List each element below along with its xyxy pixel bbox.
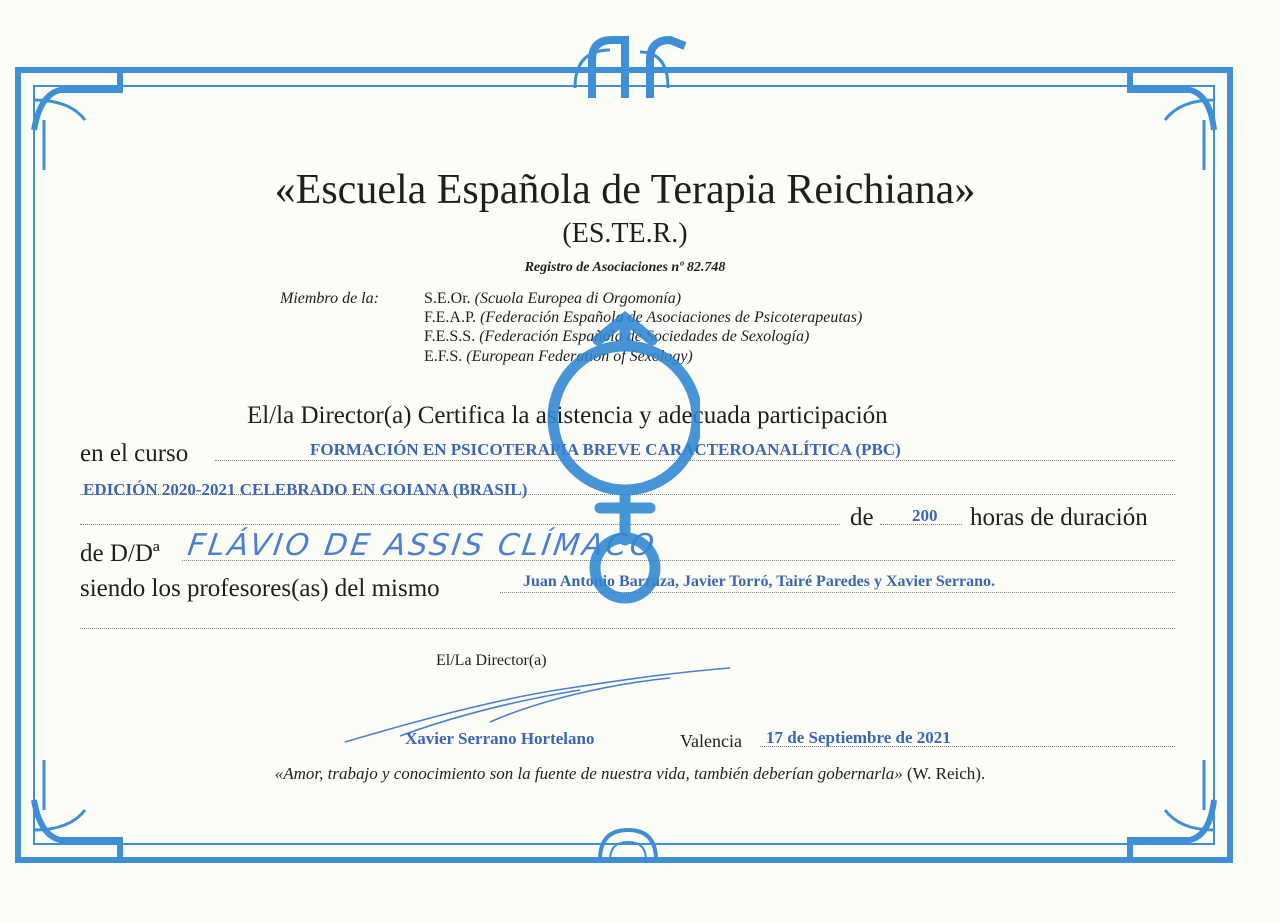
member-abbr: S.E.Or. xyxy=(424,290,471,307)
member-abbr: E.F.S. xyxy=(424,348,463,365)
certificate-date: 17 de Septiembre de 2021 xyxy=(766,728,951,747)
school-title: «Escuela Española de Terapia Reichiana» xyxy=(274,167,976,213)
certify-text: El/la Director(a) Certifica la asistencia y adecuada participación xyxy=(247,402,888,429)
course-edition: EDICIÓN 2020-2021 CELEBRADO EN GOIANA (BRASIL) xyxy=(83,480,528,499)
recipient-label: de D/Dª xyxy=(80,540,160,567)
hours-suffix: horas de duración xyxy=(970,504,1148,531)
recipient-name: FLÁVIO DE ASSIS CLÍMACO xyxy=(185,528,660,563)
director-label: El/La Director(a) xyxy=(436,652,547,669)
member-name: (European Federation of Sexology) xyxy=(466,348,693,365)
quote-author: (W. Reich). xyxy=(907,764,986,783)
director-name: Xavier Serrano Hortelano xyxy=(405,729,595,748)
member-name: (Federación Española de Sociedades de Sexología) xyxy=(479,328,810,345)
member-name: (Scuola Europea di Orgomonía) xyxy=(474,290,682,307)
registry-number: Registro de Asociaciones nº 82.748 xyxy=(524,260,726,275)
blank-dotted-line xyxy=(80,524,840,525)
member-abbr: F.E.A.P. xyxy=(424,309,477,326)
course-label: en el curso xyxy=(80,440,189,467)
course-name: FORMACIÓN EN PSICOTERAPIA BREVE CARACTEROANALÍTICA (PBC) xyxy=(310,440,901,459)
teachers-names: Juan Antonio Barraza, Javier Torró, Tairé Paredes y Xavier Serrano. xyxy=(523,573,995,590)
city-label: Valencia xyxy=(680,731,742,751)
hours-value: 200 xyxy=(912,506,938,525)
member-name: (Federación Española de Asociaciones de Psicoterapeutas) xyxy=(480,309,863,326)
mars-venus-seal-icon xyxy=(530,300,700,620)
quote-text: «Amor, trabajo y conocimiento son la fuente de nuestra vida, también deberían gobernarla» xyxy=(274,764,903,783)
reich-quote xyxy=(0,764,1260,784)
extra-dotted-line xyxy=(80,628,1175,629)
member-label: Miembro de la: xyxy=(280,290,379,307)
teachers-label: siendo los profesores(as) del mismo xyxy=(80,575,440,602)
school-acronym: (ES.TE.R.) xyxy=(562,218,688,249)
hours-prefix: de xyxy=(850,504,874,531)
member-abbr: F.E.S.S. xyxy=(424,328,476,345)
